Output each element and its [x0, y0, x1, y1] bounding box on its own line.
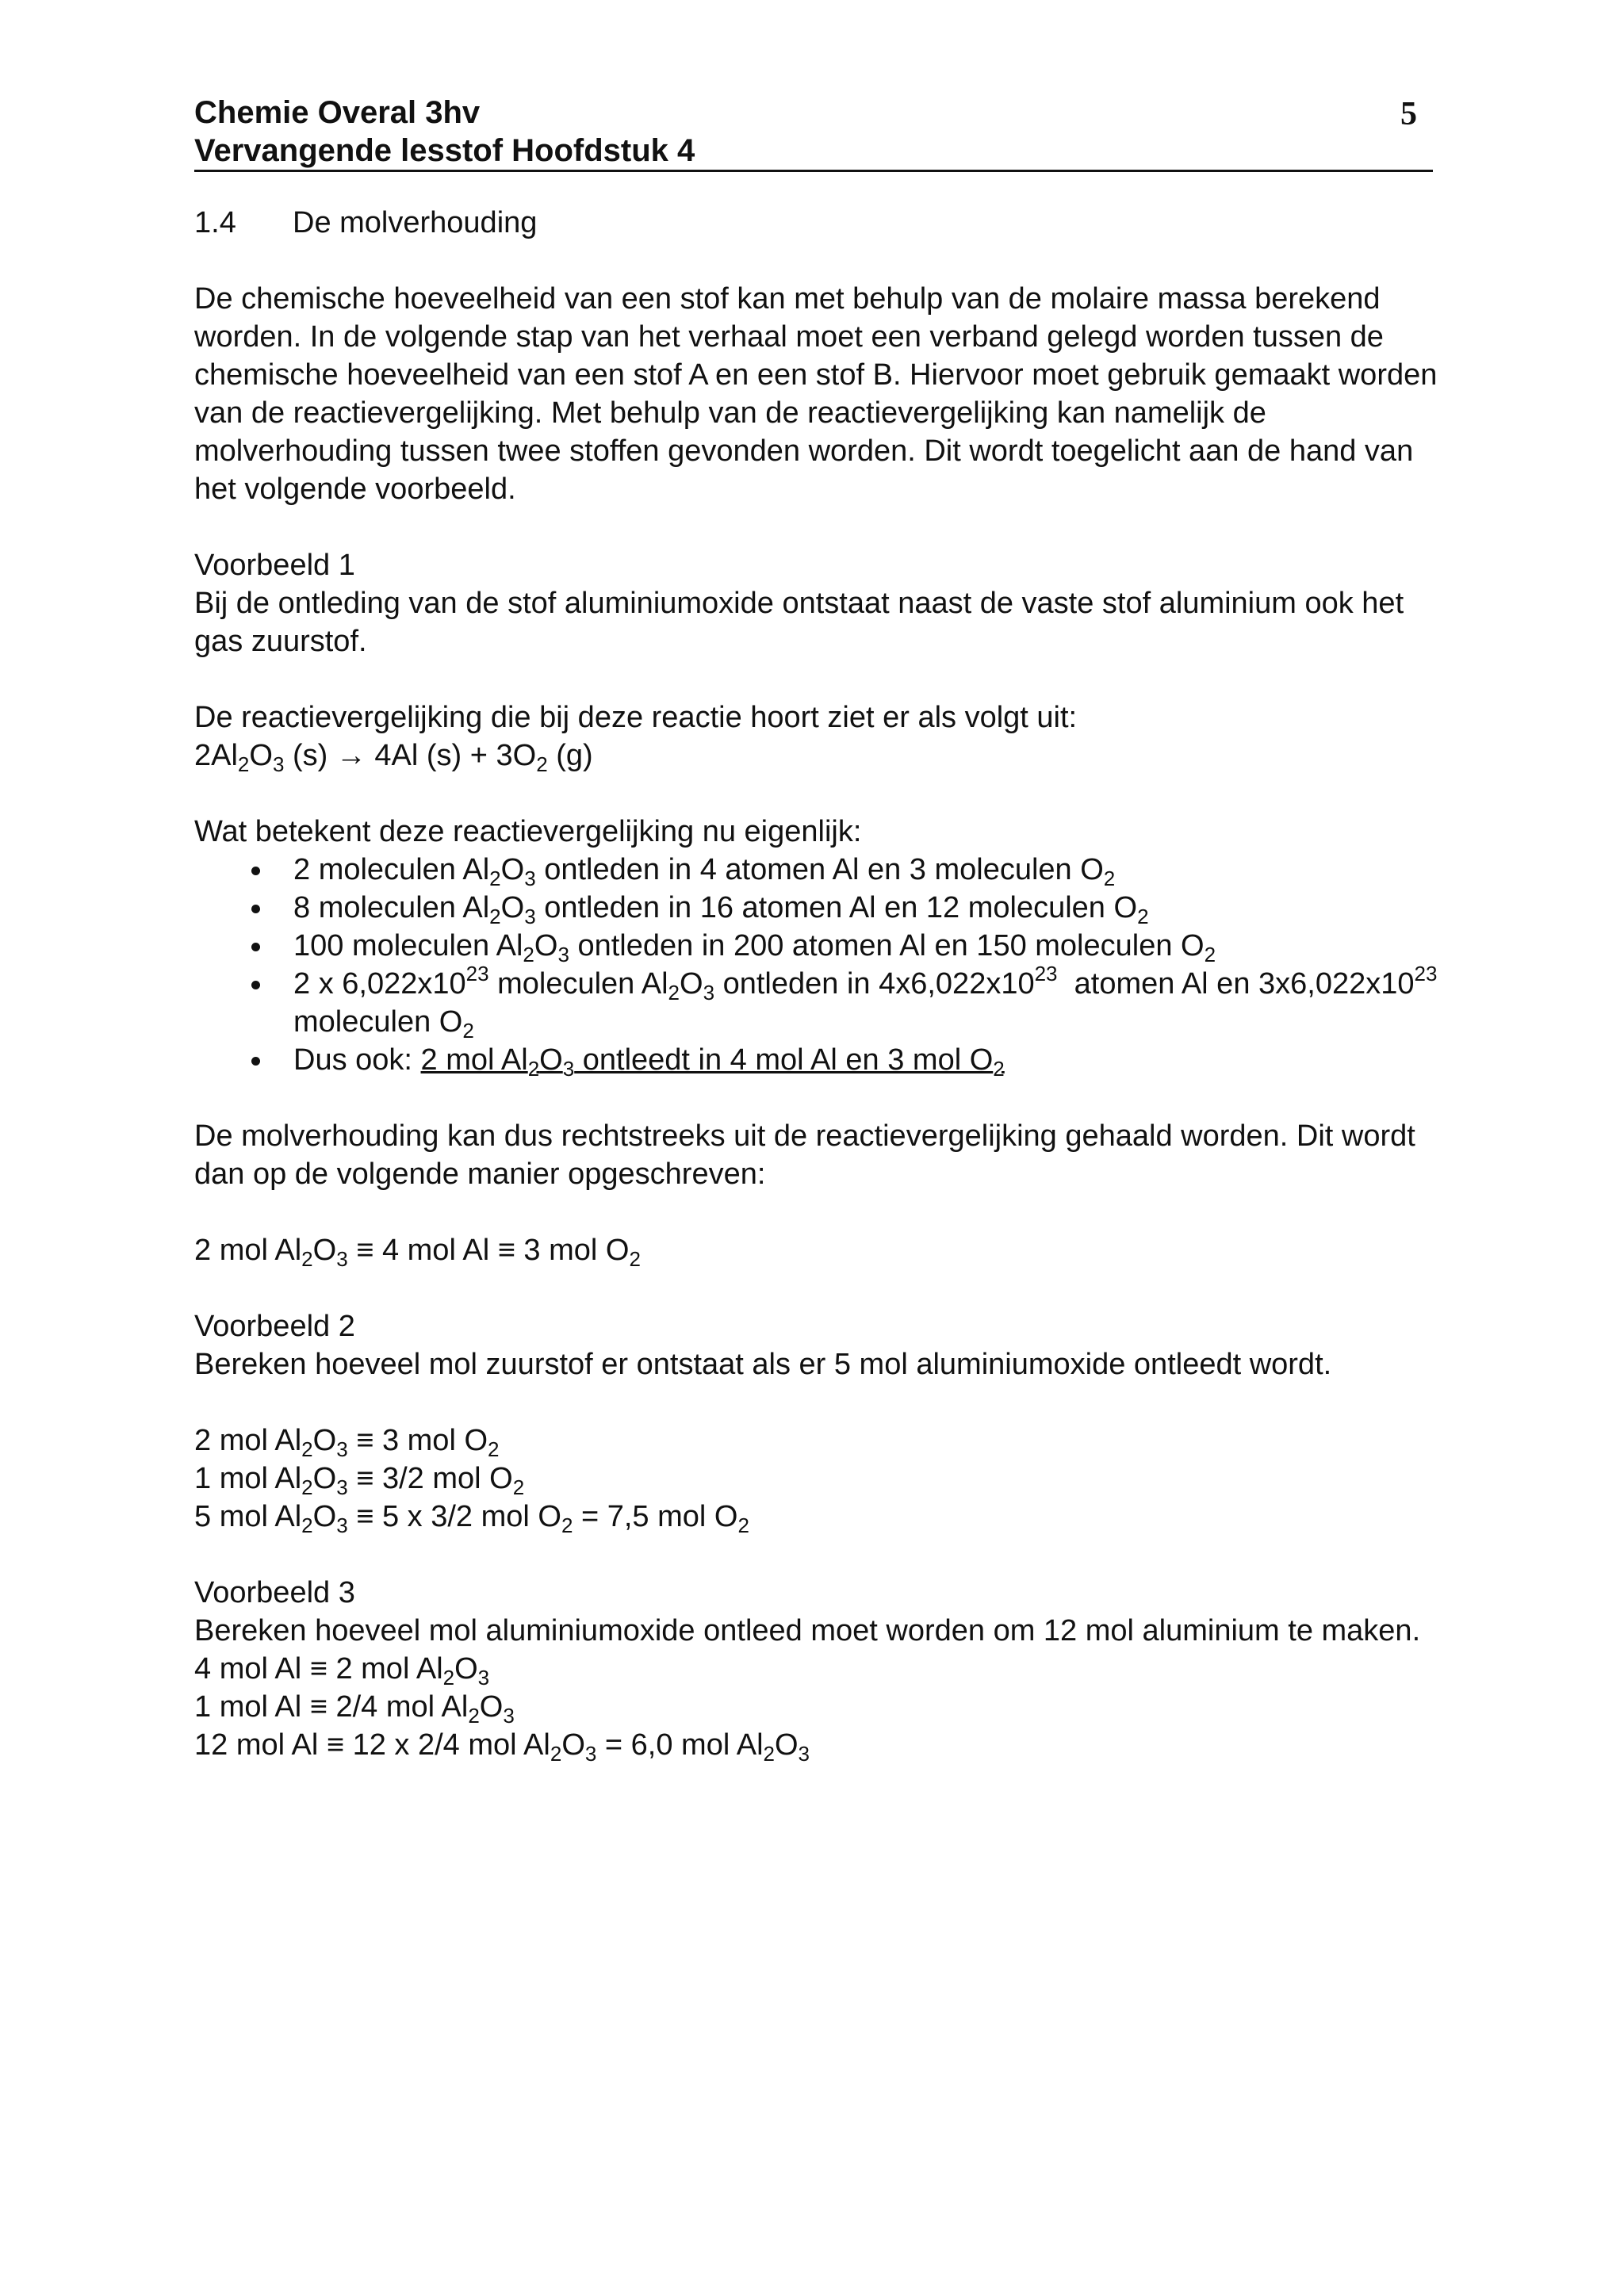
document-page — [194, 94, 1439, 1764]
calc-line: 4 mol Al ≡ 2 mol $Al_2O_3$ — [194, 1652, 490, 1689]
section-number: 1.4 — [194, 206, 236, 239]
bullet-icon — [251, 905, 260, 913]
page-number: 5 — [1400, 96, 1417, 132]
mol-ratio: 2 mol $Al_2O_3 \equiv 4$ mol Al ≡ 3 mol $O_2$ — [194, 1234, 641, 1271]
intro-paragraph: De chemische hoeveelheid van een stof kan met behulp van de molaire massa berekend worden. In de volgende stap van het verhaal moet een verband gelegd worden tussen de chemische hoeveelheid van een stof A en een stof B. Hiervoor moet gebruik gemaakt worden van de reactievergelijking. Met behulp van de reactievergelijking kan namelijk de molverhouding tussen twee stoffen gevonden worden. Dit wordt toegelicht aan de hand van het volgende voorbeeld. — [194, 282, 1438, 506]
reaction-equation: $2Al_2O_3$ (s) → 4Al $(s) + 3O_2$ (g) — [194, 739, 593, 776]
equation-intro: De reactievergelijking die bij deze reactie hoort ziet er als volgt uit: — [194, 701, 1078, 734]
example-1-text: Bij de ontleding van de stof aluminiumoxide ontstaat naast de vaste stof aluminium ook het gas zuurstof. — [194, 587, 1404, 658]
calc-line: 2 mol $Al_2O_3 \equiv 3$ mol $O_2$ — [194, 1424, 500, 1461]
bullet-icon — [251, 981, 260, 989]
list-item: 100 moleculen $Al_2O_3$ ontleden in 200 atomen Al en 150 moleculen $O_2$ — [194, 927, 1439, 965]
section-heading — [194, 204, 1439, 242]
example-3-text: Bereken hoeveel mol aluminiumoxide ontleed moet worden om 12 mol aluminium te maken. — [194, 1614, 1421, 1647]
bullet-icon — [251, 1057, 260, 1066]
underlined-conclusion: 2 mol $Al_2O_3$ ontleedt in 4 mol Al en 3 mol $O_2$ — [420, 1043, 1005, 1081]
list-item: 8 moleculen $Al_2O_3$ ontleden in 16 atomen Al en 12 moleculen $O_2$ — [194, 889, 1439, 927]
calc-line: 12 mol Al ≡ 12 x 2/4 mol $Al_2O_3 = 6,0$ mol $Al_2O_3$ — [194, 1728, 810, 1766]
example-1-label: Voorbeeld 1 — [194, 549, 355, 582]
calc-line: 1 mol Al ≡ 2/4 mol $Al_2O_3$ — [194, 1690, 515, 1728]
example-2-text: Bereken hoeveel mol zuurstof er ontstaat als er 5 mol aluminiumoxide ontleedt wordt. — [194, 1348, 1332, 1381]
example-3-label: Voorbeeld 3 — [194, 1576, 355, 1609]
bullet-icon — [251, 867, 260, 875]
list-item: 2 x $6,022x10^{23}$ moleculen $Al_2O_3$ ontleden in $4x6,022x10^{23}$ atomen Al en $3x6,022x10^{23}$ moleculen $O_2$ — [194, 965, 1439, 1041]
calc-line: 1 mol $Al_2O_3 \equiv 3/2$ mol $O_2$ — [194, 1462, 525, 1499]
conclusion-paragraph: De molverhouding kan dus rechtstreeks uit de reactievergelijking gehaald worden. Dit wordt dan op de volgende manier opgeschreven: — [194, 1119, 1415, 1191]
bullet-icon — [251, 943, 260, 951]
example-2-label: Voorbeeld 2 — [194, 1310, 355, 1343]
calc-line: 5 mol $Al_2O_3 \equiv 5$ x 3/2 mol $O_2 = 7,5$ mol $O_2$ — [194, 1500, 749, 1537]
list-item: 2 moleculen $Al_2O_3$ ontleden in 4 atomen Al en 3 moleculen $O_2$ — [194, 851, 1439, 889]
meaning-list — [194, 851, 1439, 1079]
section-title: De molverhouding — [293, 206, 538, 239]
header-course-title: Chemie Overal 3hv — [194, 95, 481, 130]
header-chapter-title: Vervangende lesstof Hoofdstuk 4 — [194, 132, 1433, 172]
page-header — [194, 94, 1439, 172]
list-item: Dus ook: 2 mol $Al_2O_3$ ontleedt in 4 mol Al en 3 mol $O_2$ — [194, 1041, 1439, 1079]
meaning-question: Wat betekent deze reactievergelijking nu eigenlijk: — [194, 815, 862, 848]
